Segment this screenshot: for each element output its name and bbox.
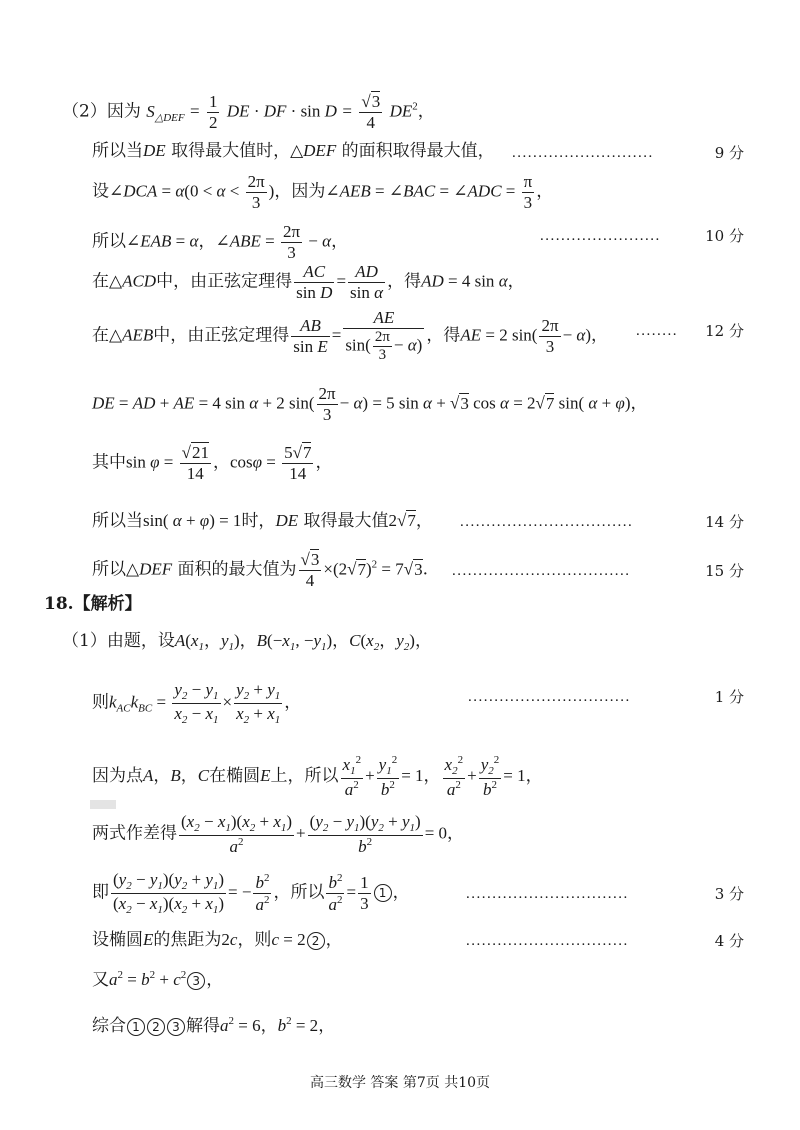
question-18-heading: 18.【解析】 — [44, 594, 142, 614]
score-label: 10 分 — [705, 227, 744, 245]
part2-line-3: 设∠DCA = α(0 < α < $\frac{2\pi}{3}$ )，因为∠AEB = ∠BAC = ∠ADC = $\frac{\pi}{3}$ ， — [92, 172, 554, 212]
dot-leader: .................................. — [452, 563, 631, 579]
q18-line-4: 两式作差得 $\frac{(x_2 - x_1)(x_2 + x_1)}{a^2}$ + $\frac{(y_2 - y_1)(y_2 + y_1)}{b^2}$ = 0， — [92, 812, 465, 856]
circled-1-icon: 1 — [127, 1018, 145, 1036]
part2-line-8: 其中sin φ = $\frac{√21}{14}$ ，cosφ = $\frac{5√7}{14}$ ， — [92, 443, 333, 483]
score-label: 3 分 — [714, 885, 744, 903]
part2-line-4: 所以∠EAB = α，∠ABE = $\frac{2\pi}{3}$ − α， — [92, 222, 349, 262]
dot-leader: ........ — [636, 323, 678, 339]
dot-leader: ....................... — [540, 228, 661, 244]
part2-line-9: 所以当sin( α + φ) = 1时，DE 取得最大值2√7， — [92, 511, 433, 531]
part2-line-5: 在△ACD中，由正弦定理得 $\frac{AC}{\text{sin D}}$ = $\frac{AD}{\text{sin α}}$ ，得AD = 4 sin α， — [92, 262, 525, 302]
page-footer: 高三数学 答案 第7页 共10页 — [309, 1075, 491, 1091]
dot-leader: ................................. — [460, 514, 634, 530]
score-label: 14 分 — [705, 513, 744, 531]
part2-label: （2）因为 — [62, 101, 141, 122]
dot-leader: ............................... — [468, 689, 631, 705]
score-label: 15 分 — [705, 562, 744, 580]
scan-smudge — [90, 800, 116, 809]
circled-1-icon: 1 — [374, 884, 392, 902]
circled-3-icon: 3 — [187, 972, 205, 990]
q18-line-1: （1）由题，设$A(x_1$，$y_1$)，$B(-x_1$, $-y_1$)，$C(x_2$，$y_2$)， — [62, 631, 432, 653]
part2-line-7: DE = AD + AE = 4 sin α + 2 sin( $\frac{2\pi}{3}$ − α) = 5 sin α + √3 cos α = 2√7 sin( α + φ)， — [92, 384, 648, 424]
circled-2-icon: 2 — [307, 932, 325, 950]
q18-line-6: 设椭圆E的焦距为2c，则c = 2 2 ， — [92, 930, 343, 950]
q18-line-3: 因为点A，B，C在椭圆E上，所以 $\frac{x_1^2}{a^2}$ + $\frac{y_1^2}{b^2}$ = 1， $\frac{x_2^2}{a^2}$ + $\frac{y_2^2}{b^2}$ = 1， — [92, 754, 543, 799]
formula-area: $S_{\triangle DEF}$ — [146, 101, 185, 124]
fraction-half: $\frac{1}{2}$ — [208, 92, 218, 132]
circled-2-icon: 2 — [147, 1018, 165, 1036]
circled-3-icon: 3 — [167, 1018, 185, 1036]
score-label: 1 分 — [714, 688, 744, 706]
part2-line-2: 所以当DE 取得最大值时，△DEF 的面积取得最大值， — [92, 141, 495, 161]
dot-leader: ............................... — [466, 933, 629, 949]
dot-leader: ............................... — [466, 886, 629, 902]
q18-line-5: 即 $\frac{(y_2 - y_1)(y_2 + y_1)}{(x_2 - x_1)(x_2 + x_1)}$ = − $\frac{b^2}{a^2}$ ，所以 $\frac{b^2}{a^2}$ = $\frac{1}{3}$ 1 ， — [92, 870, 410, 916]
part2-line-6: 在△AEB中，由正弦定理得 $\frac{AB}{\text{sin E}}$ = AE sin( $\frac{2\pi}{3}$ − α) ，得AE = 2 sin( $\frac{2\pi}{3}$ − α)， — [92, 308, 609, 363]
dot-leader: ........................... — [512, 145, 654, 161]
score-label: 4 分 — [714, 932, 744, 950]
q18-line-2: 则$k_{AC}k_{BC}$ = $\frac{y_2 - y_1}{x_2 - x_1}$ × $\frac{y_2 + y_1}{x_2 + x_1}$ ， — [92, 680, 302, 726]
q18-line-7: 又$a^2 = b^2 + c^2$ 3 ， — [92, 969, 224, 990]
fraction-root3-over4: $\frac{√3}{4}$ — [361, 92, 381, 132]
part2-line-10: 所以△DEF 面积的最大值为 $\frac{√3}{4}$ $\times(2√7)^2 = 7√3$. — [92, 550, 428, 590]
q18-line-8: 综合 1 2 3 解得$a^2 = 6$，$b^2 = 2$， — [92, 1015, 336, 1036]
part2-line-1: （2）因为 $S_{\triangle DEF}$ = $\frac{1}{2}$ DE · DF · sin D = $\frac{√3}{4}$ $DE^2$， — [62, 92, 435, 132]
score-label: 12 分 — [705, 322, 744, 340]
score-label: 9 分 — [714, 144, 744, 162]
